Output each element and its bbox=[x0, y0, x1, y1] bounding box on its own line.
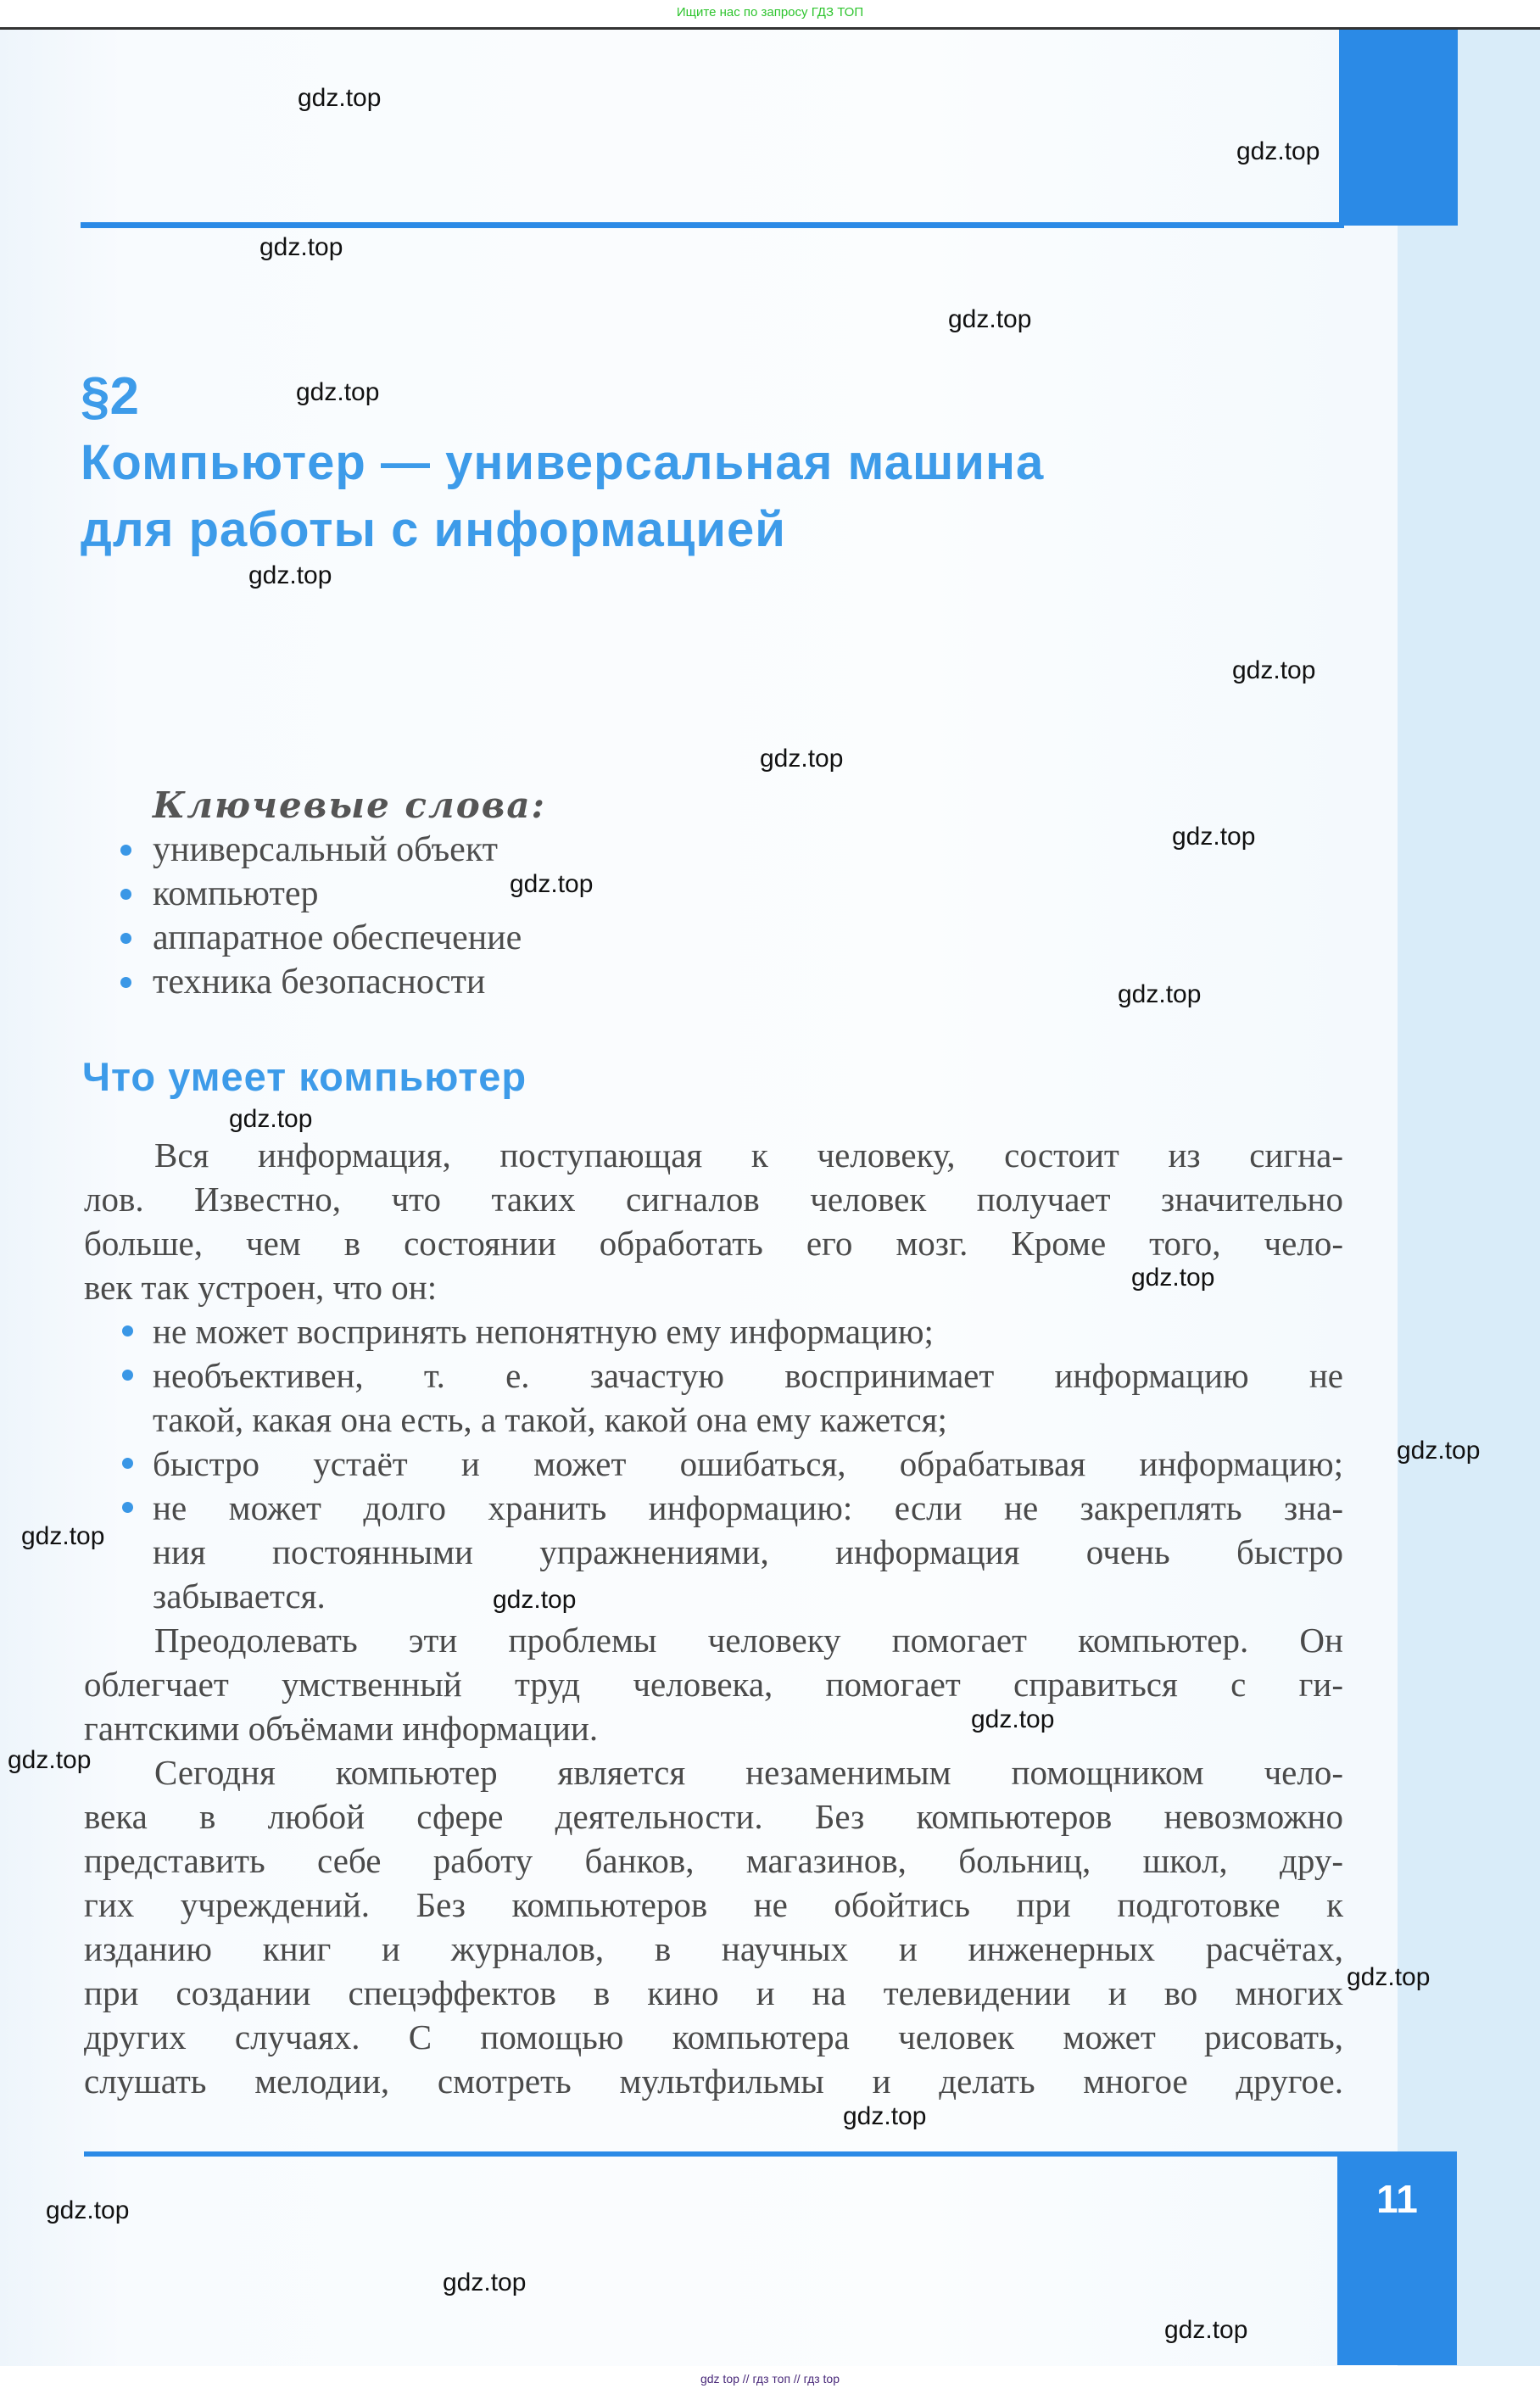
watermark: gdz.top bbox=[760, 745, 844, 773]
watermark: gdz.top bbox=[1397, 1437, 1481, 1465]
text-line: такой, какая она есть, а такой, какой она ему кажется; bbox=[153, 1400, 947, 1439]
page-title-line-1: Компьютер — универсальная машина bbox=[81, 435, 1045, 490]
watermark: gdz.top bbox=[229, 1105, 313, 1133]
top-blue-tab bbox=[1339, 30, 1458, 226]
watermark: gdz.top bbox=[248, 561, 332, 589]
text-line: гантскими объёмами информации. bbox=[84, 1709, 599, 1748]
text-line: слушать мелодии, смотреть мультфильмы и делать многое другое. bbox=[84, 2062, 1343, 2101]
text-line: лов. Известно, что таких сигналов человек получает значительно bbox=[84, 1180, 1343, 1219]
watermark: gdz.top bbox=[510, 870, 594, 898]
text-line: забывается. bbox=[153, 1576, 326, 1616]
text-line: гих учреждений. Без компьютеров не обойтись при подготовке к bbox=[84, 1885, 1343, 1924]
page-margin-strip bbox=[1398, 30, 1540, 2366]
keyword-text: универсальный объект bbox=[153, 830, 499, 869]
keyword-item bbox=[119, 872, 1348, 916]
text-line: облегчает умственный труд человека, помогает справиться с ги- bbox=[84, 1665, 1343, 1704]
bullet-icon bbox=[122, 1502, 133, 1513]
bottom-rule bbox=[84, 2151, 1339, 2157]
watermark: gdz.top bbox=[1232, 656, 1316, 684]
text-line: ния постоянными упражнениями, информация очень быстро bbox=[153, 1532, 1343, 1571]
watermark: gdz.top bbox=[1172, 823, 1256, 851]
bullet-line: не может воспринять непонятную ему информацию; bbox=[84, 1309, 1343, 1353]
watermark: gdz.top bbox=[298, 84, 382, 112]
text-line: при создании спецэффектов в кино и на телевидении и во многих bbox=[84, 1973, 1343, 2012]
bullet-line: быстро устаёт и может ошибаться, обрабатывая информацию; bbox=[84, 1442, 1343, 1486]
bullet-line: не может долго хранить информацию: если не закреплять зна- bbox=[84, 1486, 1343, 1530]
keyword-item bbox=[119, 916, 1348, 960]
watermark: gdz.top bbox=[1131, 1264, 1215, 1292]
keyword-text: техника безопасности bbox=[153, 963, 486, 1002]
watermark: gdz.top bbox=[21, 1522, 105, 1550]
text-line: больше, чем в состоянии обработать его мозг. Кроме того, чело- bbox=[84, 1224, 1343, 1263]
bullet-icon bbox=[122, 1458, 133, 1469]
keyword-text: компьютер bbox=[153, 874, 319, 913]
watermark: gdz.top bbox=[296, 378, 380, 406]
text-line: изданию книг и журналов, в научных и инженерных расчётах, bbox=[84, 1929, 1343, 1968]
keyword-text: аппаратное обеспечение bbox=[153, 918, 522, 957]
text-line: века в любой сфере деятельности. Без компьютеров невозможно bbox=[84, 1797, 1343, 1836]
text-line: Сегодня компьютер является незаменимым помощником чело- bbox=[154, 1753, 1343, 1792]
page-title-line-2: для работы с информацией bbox=[81, 502, 786, 557]
keywords-heading: Ключевые слова: bbox=[153, 784, 547, 826]
footer-text: gdz top // гдз топ // гдз top bbox=[0, 2366, 1540, 2394]
top-rule bbox=[81, 222, 1344, 228]
watermark: gdz.top bbox=[8, 1746, 92, 1774]
watermark: gdz.top bbox=[948, 305, 1032, 333]
bullet-icon bbox=[120, 889, 131, 900]
bullet-icon bbox=[122, 1370, 133, 1381]
text-line: представить себе работу банков, магазинов, больниц, школ, дру- bbox=[84, 1841, 1343, 1880]
watermark: gdz.top bbox=[46, 2196, 130, 2224]
text-line: Вся информация, поступающая к человеку, состоит из сигна- bbox=[154, 1136, 1343, 1175]
watermark: gdz.top bbox=[1236, 137, 1320, 165]
text-line: Преодолевать эти проблемы человеку помогает компьютер. Он bbox=[154, 1621, 1343, 1660]
watermark: gdz.top bbox=[259, 233, 343, 261]
watermark: gdz.top bbox=[971, 1705, 1055, 1733]
page-number: 11 bbox=[1376, 2177, 1418, 2221]
watermark: gdz.top bbox=[443, 2268, 527, 2296]
keyword-item bbox=[119, 828, 1348, 872]
watermark: gdz.top bbox=[1164, 2316, 1248, 2344]
watermark: gdz.top bbox=[843, 2102, 927, 2130]
text-line: век так устроен, что он: bbox=[84, 1268, 438, 1307]
watermark: gdz.top bbox=[493, 1586, 577, 1614]
bullet-icon bbox=[122, 1325, 133, 1337]
text-line: других случаях. С помощью компьютера человек может рисовать, bbox=[84, 2017, 1343, 2056]
section-heading: Что умеет компьютер bbox=[82, 1054, 527, 1099]
bullet-icon bbox=[120, 845, 131, 856]
watermark: gdz.top bbox=[1347, 1963, 1431, 1991]
section-number: §2 bbox=[81, 367, 139, 426]
watermark: gdz.top bbox=[1118, 980, 1202, 1008]
bullet-line: необъективен, т. е. зачастую воспринимает информацию не bbox=[84, 1353, 1343, 1398]
keywords-list bbox=[119, 828, 1348, 1004]
bullet-icon bbox=[120, 933, 131, 944]
bullet-icon bbox=[120, 977, 131, 988]
top-banner: Ищите нас по запросу ГДЗ ТОП bbox=[0, 0, 1540, 27]
